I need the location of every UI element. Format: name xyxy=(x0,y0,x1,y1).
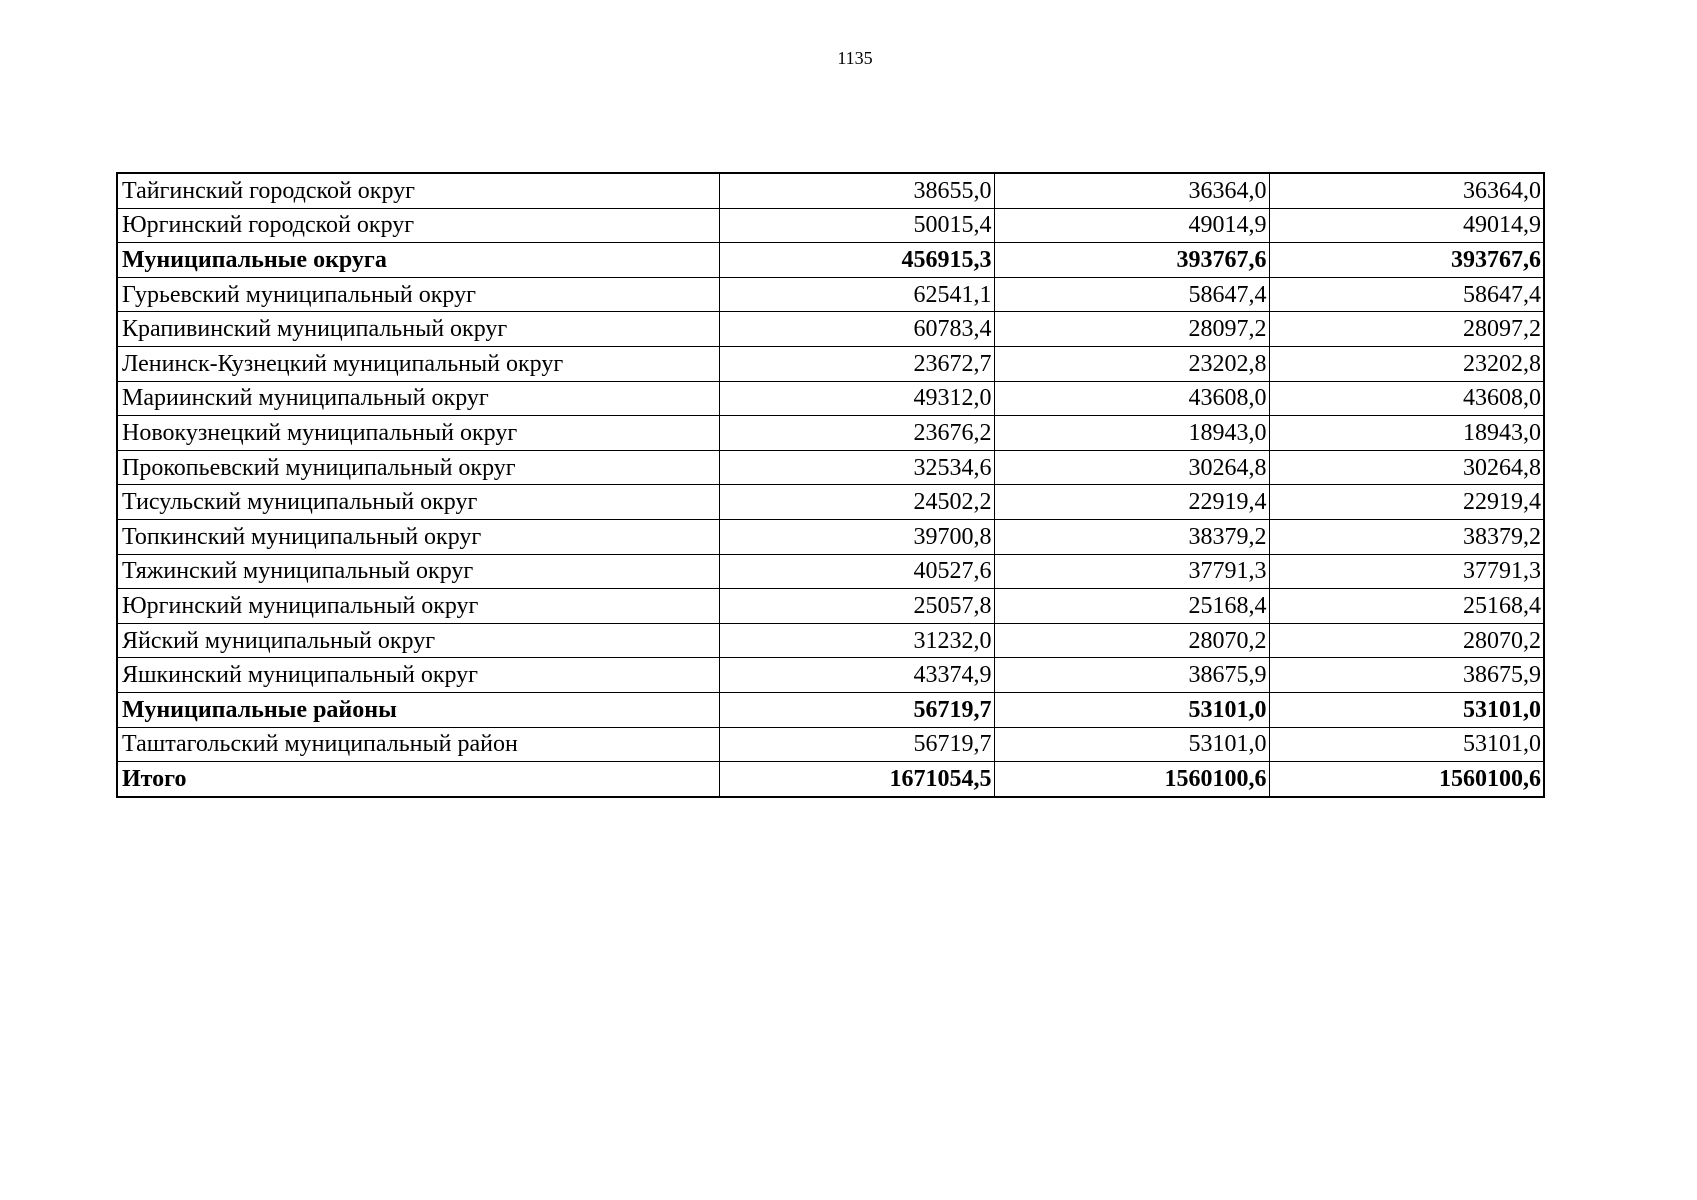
table-row xyxy=(117,208,1544,243)
cell-value-2: 36364,0 xyxy=(994,173,1269,208)
table-row xyxy=(117,623,1544,658)
table-row-subtotal xyxy=(117,243,1544,278)
cell-value-1: 31232,0 xyxy=(719,623,994,658)
table-row xyxy=(117,346,1544,381)
cell-name: Тайгинский городской округ xyxy=(117,173,719,208)
cell-name: Тисульский муниципальный округ xyxy=(117,485,719,520)
table-row xyxy=(117,277,1544,312)
cell-value-2: 49014,9 xyxy=(994,208,1269,243)
cell-value-1: 60783,4 xyxy=(719,312,994,347)
cell-value-1: 50015,4 xyxy=(719,208,994,243)
table-row xyxy=(117,173,1544,208)
cell-value-3: 58647,4 xyxy=(1269,277,1544,312)
cell-name: Гурьевский муниципальный округ xyxy=(117,277,719,312)
cell-value-1: 23676,2 xyxy=(719,416,994,451)
cell-name: Топкинский муниципальный округ xyxy=(117,519,719,554)
cell-value-3: 37791,3 xyxy=(1269,554,1544,589)
cell-value-2: 28097,2 xyxy=(994,312,1269,347)
cell-value-3: 22919,4 xyxy=(1269,485,1544,520)
cell-value-3: 49014,9 xyxy=(1269,208,1544,243)
cell-value-2: 38379,2 xyxy=(994,519,1269,554)
cell-value-2: 37791,3 xyxy=(994,554,1269,589)
cell-value-3: 23202,8 xyxy=(1269,346,1544,381)
cell-value-1: 32534,6 xyxy=(719,450,994,485)
cell-value-3: 36364,0 xyxy=(1269,173,1544,208)
cell-value-3: 18943,0 xyxy=(1269,416,1544,451)
table-row xyxy=(117,519,1544,554)
table-body xyxy=(117,173,1544,797)
table-row xyxy=(117,727,1544,762)
cell-value-1: 62541,1 xyxy=(719,277,994,312)
cell-value-2: 393767,6 xyxy=(994,243,1269,278)
cell-value-1: 456915,3 xyxy=(719,243,994,278)
cell-value-2: 1560100,6 xyxy=(994,762,1269,797)
table-row xyxy=(117,450,1544,485)
cell-value-3: 28070,2 xyxy=(1269,623,1544,658)
cell-value-2: 30264,8 xyxy=(994,450,1269,485)
cell-name: Итого xyxy=(117,762,719,797)
table-row-subtotal xyxy=(117,762,1544,797)
cell-value-3: 25168,4 xyxy=(1269,589,1544,624)
budget-table xyxy=(116,172,1545,798)
table-row xyxy=(117,658,1544,693)
cell-name: Муниципальные районы xyxy=(117,692,719,727)
table-row-subtotal xyxy=(117,692,1544,727)
cell-value-2: 22919,4 xyxy=(994,485,1269,520)
table-row xyxy=(117,554,1544,589)
cell-name: Муниципальные округа xyxy=(117,243,719,278)
cell-name: Ленинск-Кузнецкий муниципальный округ xyxy=(117,346,719,381)
cell-value-1: 23672,7 xyxy=(719,346,994,381)
table-row xyxy=(117,589,1544,624)
cell-value-3: 43608,0 xyxy=(1269,381,1544,416)
cell-value-3: 28097,2 xyxy=(1269,312,1544,347)
cell-name: Юргинский муниципальный округ xyxy=(117,589,719,624)
cell-name: Крапивинский муниципальный округ xyxy=(117,312,719,347)
cell-value-2: 28070,2 xyxy=(994,623,1269,658)
cell-value-3: 393767,6 xyxy=(1269,243,1544,278)
cell-value-1: 43374,9 xyxy=(719,658,994,693)
cell-name: Яйский муниципальный округ xyxy=(117,623,719,658)
cell-name: Мариинский муниципальный округ xyxy=(117,381,719,416)
cell-value-2: 58647,4 xyxy=(994,277,1269,312)
cell-name: Прокопьевский муниципальный округ xyxy=(117,450,719,485)
cell-value-2: 43608,0 xyxy=(994,381,1269,416)
cell-value-1: 56719,7 xyxy=(719,727,994,762)
cell-name: Яшкинский муниципальный округ xyxy=(117,658,719,693)
cell-value-3: 53101,0 xyxy=(1269,692,1544,727)
cell-value-1: 38655,0 xyxy=(719,173,994,208)
cell-value-3: 1560100,6 xyxy=(1269,762,1544,797)
cell-value-2: 25168,4 xyxy=(994,589,1269,624)
cell-value-1: 1671054,5 xyxy=(719,762,994,797)
cell-value-2: 53101,0 xyxy=(994,727,1269,762)
cell-value-3: 38379,2 xyxy=(1269,519,1544,554)
table-row xyxy=(117,381,1544,416)
cell-value-1: 39700,8 xyxy=(719,519,994,554)
cell-name: Тяжинский муниципальный округ xyxy=(117,554,719,589)
cell-value-1: 49312,0 xyxy=(719,381,994,416)
cell-value-2: 38675,9 xyxy=(994,658,1269,693)
table-row xyxy=(117,312,1544,347)
cell-value-3: 30264,8 xyxy=(1269,450,1544,485)
cell-value-3: 53101,0 xyxy=(1269,727,1544,762)
cell-value-1: 25057,8 xyxy=(719,589,994,624)
cell-value-2: 23202,8 xyxy=(994,346,1269,381)
cell-name: Новокузнецкий муниципальный округ xyxy=(117,416,719,451)
table-row xyxy=(117,485,1544,520)
cell-value-2: 18943,0 xyxy=(994,416,1269,451)
cell-value-2: 53101,0 xyxy=(994,692,1269,727)
table-row xyxy=(117,416,1544,451)
cell-value-1: 40527,6 xyxy=(719,554,994,589)
cell-name: Таштагольский муниципальный район xyxy=(117,727,719,762)
cell-value-3: 38675,9 xyxy=(1269,658,1544,693)
cell-name: Юргинский городской округ xyxy=(117,208,719,243)
page-number: 1135 xyxy=(837,48,873,68)
cell-value-1: 56719,7 xyxy=(719,692,994,727)
cell-value-1: 24502,2 xyxy=(719,485,994,520)
